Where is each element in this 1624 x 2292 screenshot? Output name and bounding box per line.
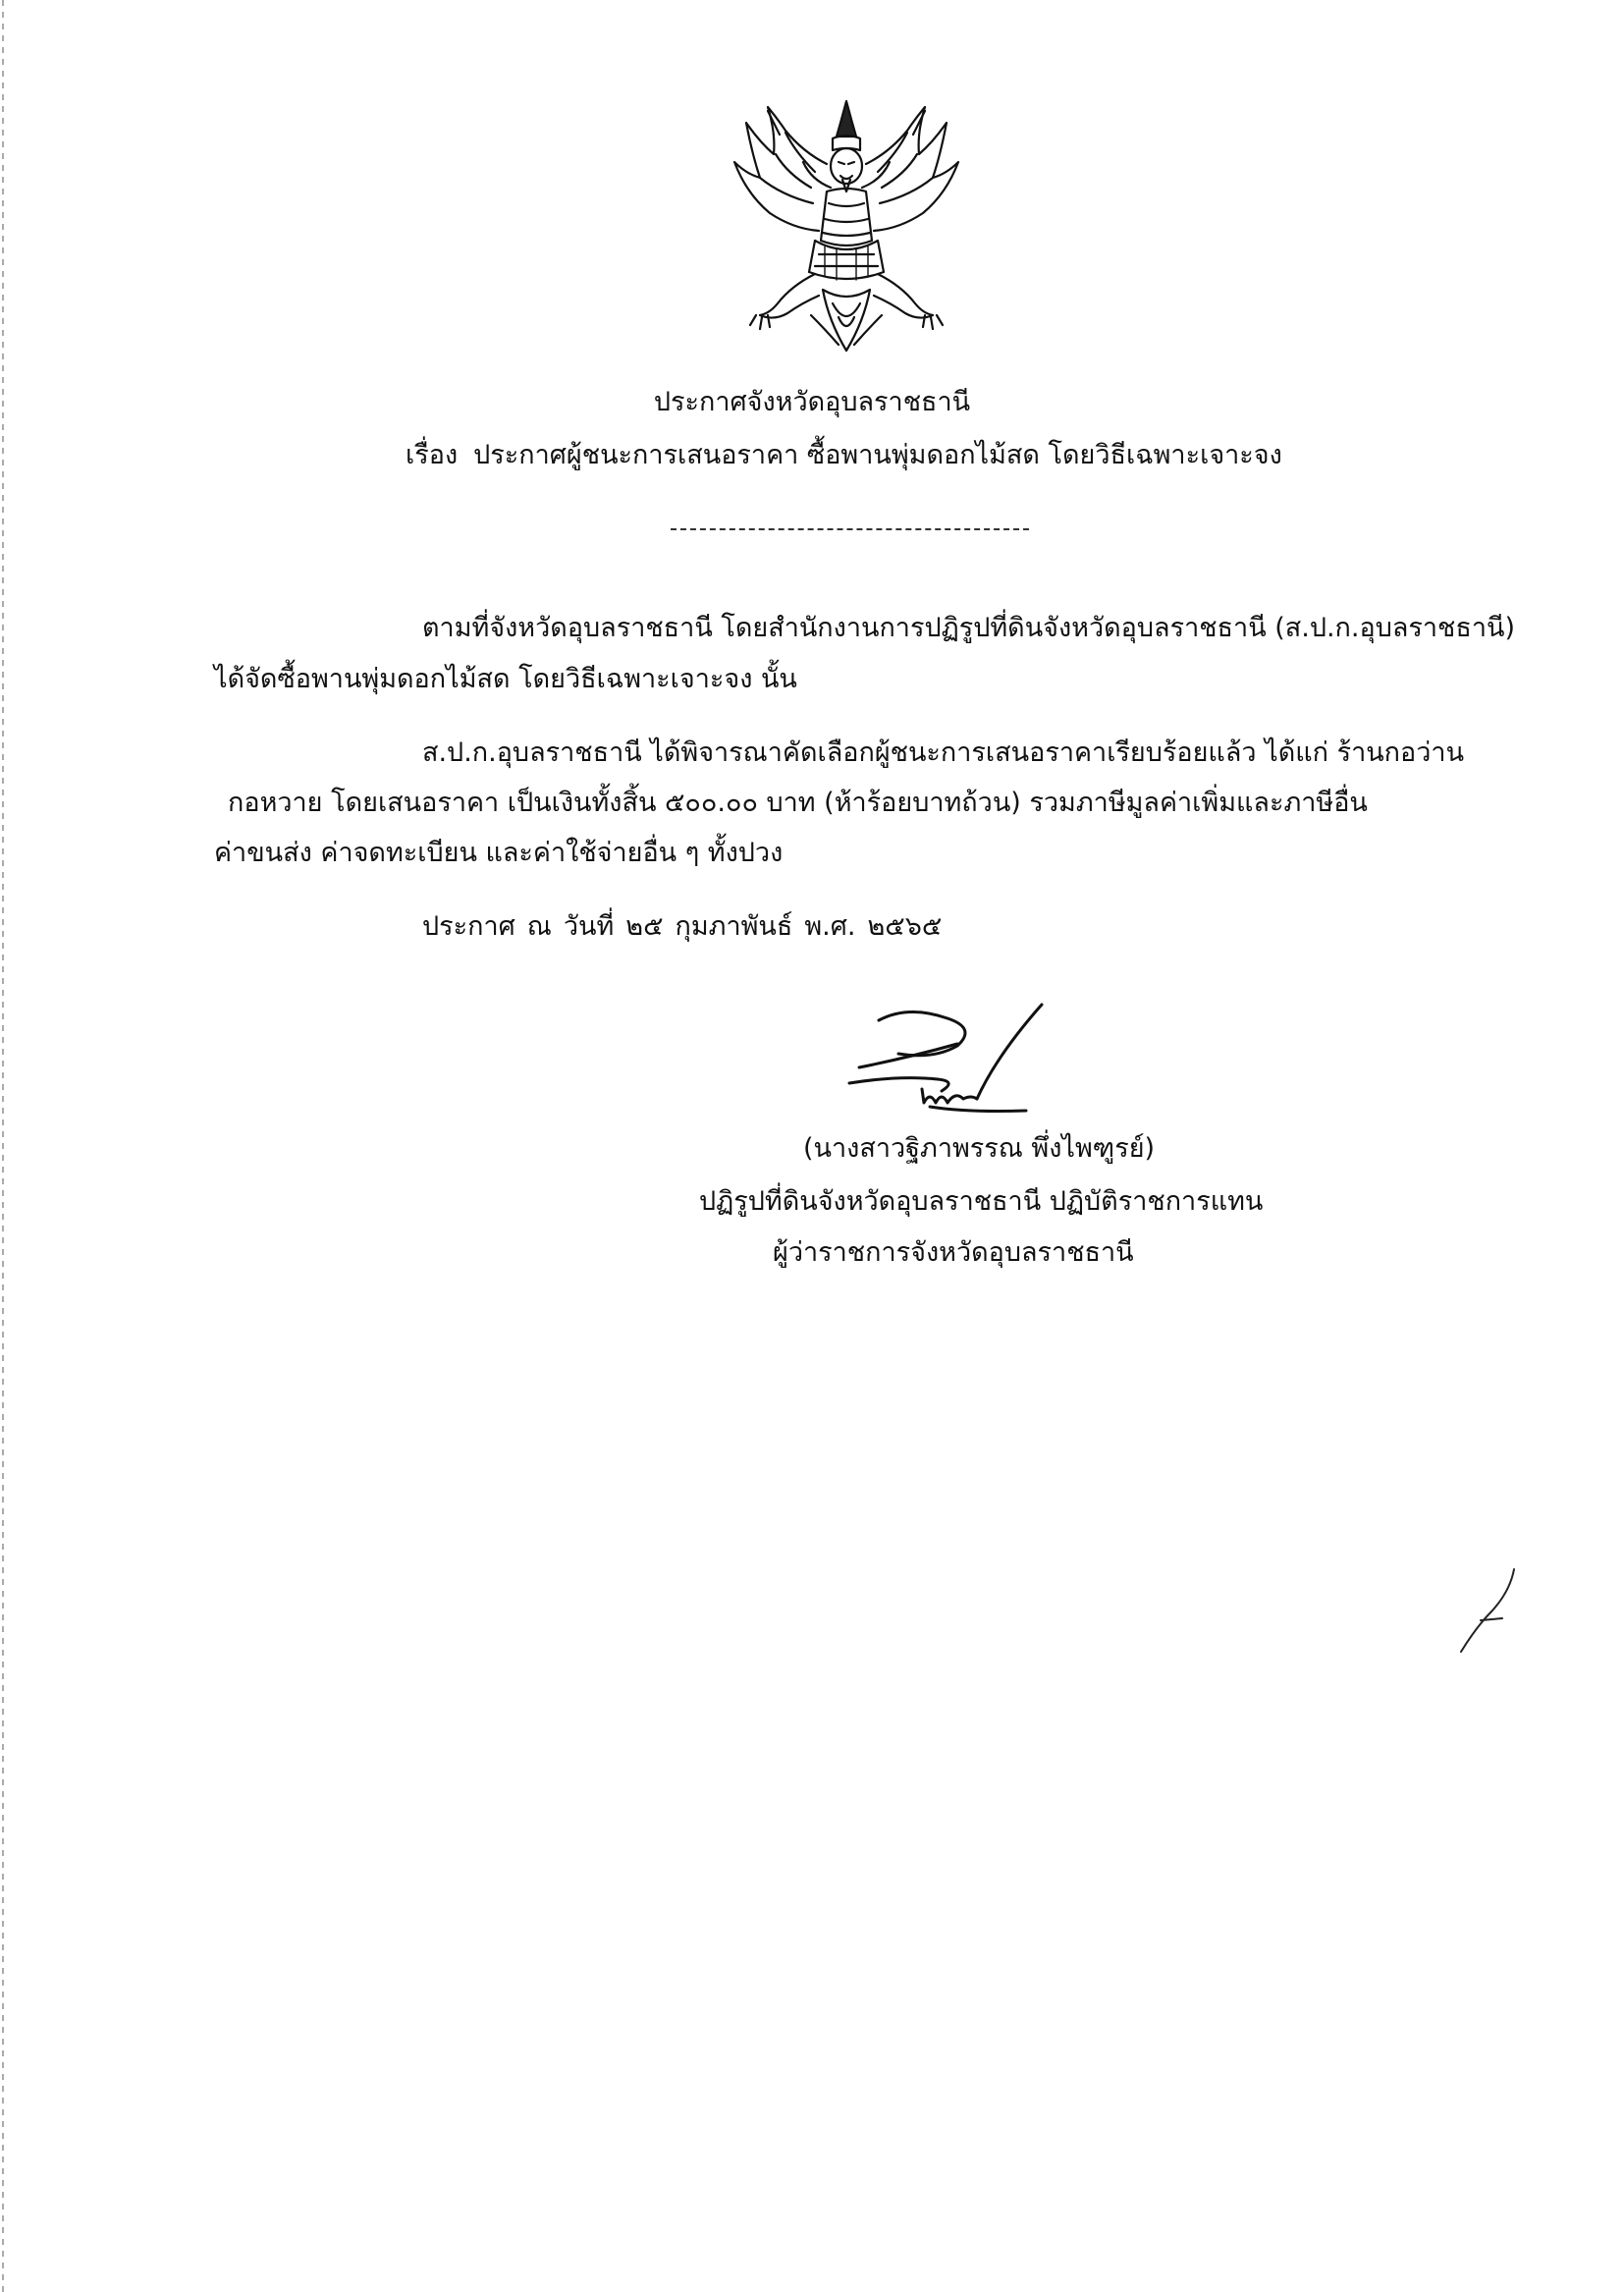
scan-edge-marks: [2, 0, 4, 2292]
paragraph-2-line-2: กอหวาย โดยเสนอราคา เป็นเงินทั้งสิ้น ๕๐๐.๐๐ บาท (ห้าร้อยบาทถ้วน) รวมภาษีมูลค่าเพิ่มและภาษีอื่น: [228, 788, 1368, 818]
date-day: ๒๕: [625, 911, 664, 942]
announcement-date-line: [422, 909, 953, 945]
announcement-subject: ประกาศผู้ชนะการเสนอราคา ซื้อพานพุ่มดอกไม้สด โดยวิธีเฉพาะเจาะจง: [473, 440, 1282, 470]
announcement-issuer: ประกาศจังหวัดอุบลราชธานี: [653, 387, 971, 417]
signatory-position-line-2: ผู้ว่าราชการจังหวัดอุบลราชธานี: [773, 1237, 1134, 1268]
title-divider: [671, 528, 1029, 530]
garuda-emblem-icon: [717, 93, 977, 363]
announce-label: ประกาศ: [422, 911, 515, 942]
date-month: กุมภาพันธ์: [675, 911, 793, 942]
handwritten-signature-icon: [839, 997, 1056, 1124]
handwritten-initial-icon: [1453, 1561, 1522, 1660]
date-label: วันที่: [563, 911, 615, 942]
paragraph-1-line-1: ตามที่จังหวัดอุบลราชธานี โดยสำนักงานการปฏิรูปที่ดินจังหวัดอุบลราชธานี (ส.ป.ก.อุบลราชธานี): [422, 613, 1515, 643]
paragraph-2-line-3: ค่าขนส่ง ค่าจดทะเบียน และค่าใช้จ่ายอื่น ๆ ทั้งปวง: [214, 838, 784, 868]
paragraph-1-line-2: ได้จัดซื้อพานพุ่มดอกไม้สด โดยวิธีเฉพาะเจาะจง นั้น: [214, 664, 797, 694]
date-era: พ.ศ.: [804, 911, 856, 942]
signatory-name: (นางสาวฐิภาพรรณ พึ่งไพฑูรย์): [803, 1133, 1156, 1164]
announcement-subject-line: [406, 438, 1282, 473]
signatory-position-line-1: ปฏิรูปที่ดินจังหวัดอุบลราชธานี ปฏิบัติราชการแทน: [699, 1186, 1264, 1217]
paragraph-2-line-1: ส.ป.ก.อุบลราชธานี ได้พิจารณาคัดเลือกผู้ชนะการเสนอราคาเรียบร้อยแล้ว ได้แก่ ร้านกอว่าน: [422, 737, 1465, 768]
date-year: ๒๕๖๕: [867, 911, 943, 942]
subject-label: เรื่อง: [406, 440, 459, 470]
announce-at: ณ: [526, 911, 552, 942]
